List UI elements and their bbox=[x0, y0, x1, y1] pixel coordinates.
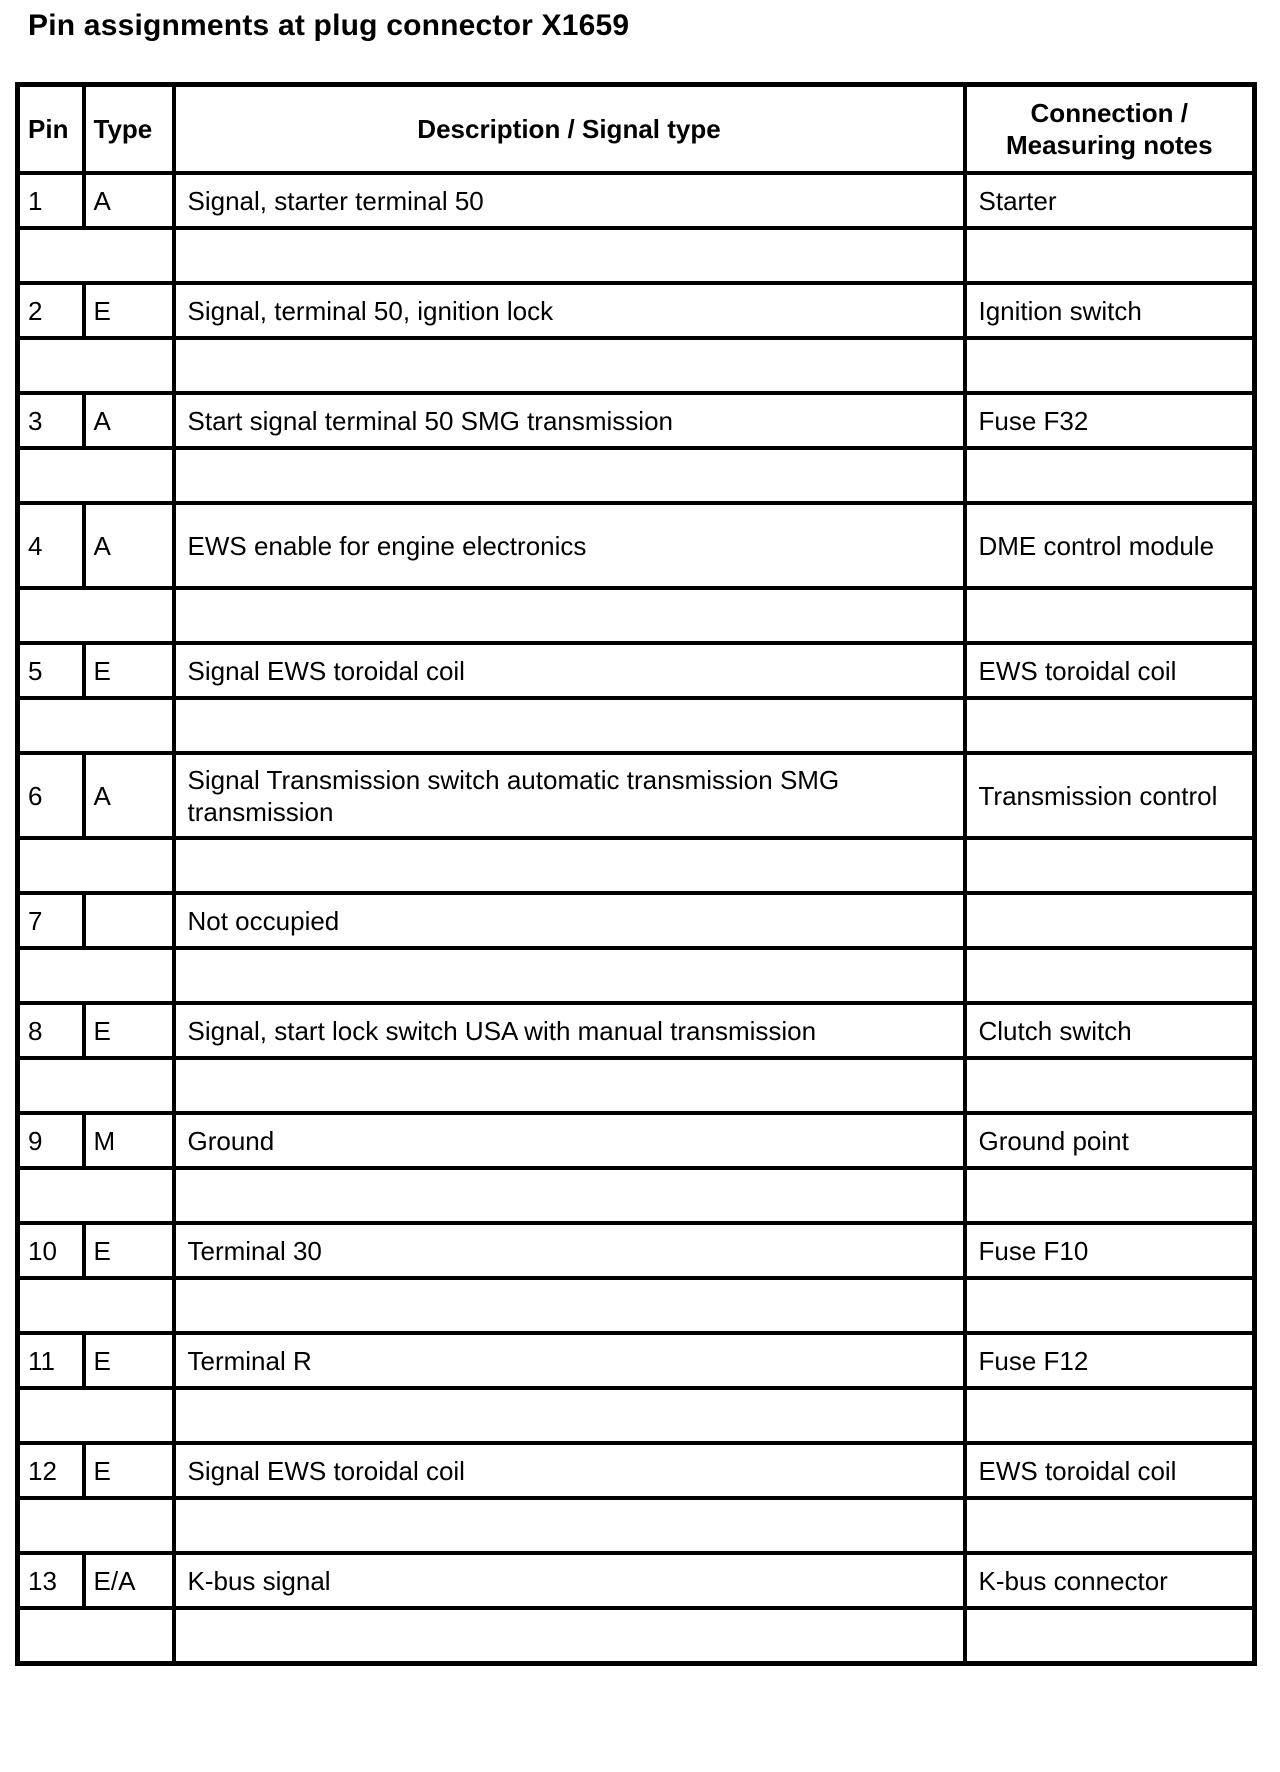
spacer-row bbox=[18, 1278, 1255, 1333]
pin-assignment-table bbox=[15, 82, 1257, 1666]
type-cell: M bbox=[84, 1113, 174, 1168]
type-cell: A bbox=[84, 393, 174, 448]
type-cell: A bbox=[84, 173, 174, 228]
spacer-cell bbox=[174, 1388, 965, 1443]
spacer-cell bbox=[18, 1498, 174, 1553]
table-row bbox=[18, 393, 1255, 448]
pin-cell: 2 bbox=[18, 283, 84, 338]
header-pin: Pin bbox=[18, 85, 84, 174]
spacer-cell bbox=[18, 1168, 174, 1223]
description-cell: Signal, starter terminal 50 bbox=[174, 173, 965, 228]
spacer-cell bbox=[965, 838, 1255, 893]
type-cell bbox=[84, 893, 174, 948]
header-connection-line1: Connection / bbox=[1030, 98, 1188, 128]
spacer-cell bbox=[174, 338, 965, 393]
header-description: Description / Signal type bbox=[174, 85, 965, 174]
pin-cell: 11 bbox=[18, 1333, 84, 1388]
table-row bbox=[18, 173, 1255, 228]
spacer-cell bbox=[18, 1608, 174, 1664]
spacer-cell bbox=[965, 338, 1255, 393]
connection-cell: Transmission control bbox=[965, 753, 1255, 838]
connection-cell: Fuse F12 bbox=[965, 1333, 1255, 1388]
spacer-row bbox=[18, 1608, 1255, 1664]
spacer-cell bbox=[174, 838, 965, 893]
spacer-cell bbox=[965, 1388, 1255, 1443]
type-cell: E bbox=[84, 1443, 174, 1498]
table-row bbox=[18, 283, 1255, 338]
description-cell: Signal Transmission switch automatic transmission SMG transmission bbox=[174, 753, 965, 838]
connection-cell: Ignition switch bbox=[965, 283, 1255, 338]
spacer-cell bbox=[18, 1058, 174, 1113]
table-body bbox=[18, 173, 1255, 1664]
description-cell: Signal, terminal 50, ignition lock bbox=[174, 283, 965, 338]
connection-cell: Clutch switch bbox=[965, 1003, 1255, 1058]
spacer-cell bbox=[174, 1168, 965, 1223]
spacer-cell bbox=[965, 448, 1255, 503]
spacer-row bbox=[18, 1168, 1255, 1223]
spacer-row bbox=[18, 838, 1255, 893]
spacer-cell bbox=[174, 1608, 965, 1664]
description-cell: EWS enable for engine electronics bbox=[174, 503, 965, 588]
spacer-row bbox=[18, 448, 1255, 503]
description-cell: Not occupied bbox=[174, 893, 965, 948]
spacer-cell bbox=[18, 838, 174, 893]
spacer-cell bbox=[965, 1278, 1255, 1333]
description-cell: Start signal terminal 50 SMG transmission bbox=[174, 393, 965, 448]
description-cell: Signal EWS toroidal coil bbox=[174, 643, 965, 698]
table-row bbox=[18, 1113, 1255, 1168]
description-cell: Terminal 30 bbox=[174, 1223, 965, 1278]
connection-cell bbox=[965, 893, 1255, 948]
type-cell: E bbox=[84, 1223, 174, 1278]
spacer-cell bbox=[965, 588, 1255, 643]
description-cell: Signal EWS toroidal coil bbox=[174, 1443, 965, 1498]
spacer-cell bbox=[18, 588, 174, 643]
spacer-row bbox=[18, 1058, 1255, 1113]
spacer-cell bbox=[965, 1058, 1255, 1113]
type-cell: E bbox=[84, 1003, 174, 1058]
connection-cell: K-bus connector bbox=[965, 1553, 1255, 1608]
pin-cell: 4 bbox=[18, 503, 84, 588]
spacer-cell bbox=[965, 1608, 1255, 1664]
pin-cell: 3 bbox=[18, 393, 84, 448]
spacer-cell bbox=[18, 228, 174, 283]
spacer-cell bbox=[18, 1278, 174, 1333]
header-connection-line2: Measuring notes bbox=[1005, 130, 1213, 160]
description-cell: Signal, start lock switch USA with manual transmission bbox=[174, 1003, 965, 1058]
spacer-row bbox=[18, 588, 1255, 643]
type-cell: E bbox=[84, 643, 174, 698]
spacer-cell bbox=[174, 448, 965, 503]
spacer-cell bbox=[965, 228, 1255, 283]
table-row bbox=[18, 503, 1255, 588]
table-row bbox=[18, 1443, 1255, 1498]
table-header-row bbox=[18, 85, 1255, 174]
spacer-cell bbox=[174, 698, 965, 753]
type-cell: E bbox=[84, 283, 174, 338]
header-connection bbox=[965, 85, 1255, 174]
table-row bbox=[18, 753, 1255, 838]
spacer-cell bbox=[174, 1498, 965, 1553]
spacer-cell bbox=[18, 338, 174, 393]
spacer-cell bbox=[965, 1168, 1255, 1223]
spacer-row bbox=[18, 1388, 1255, 1443]
spacer-row bbox=[18, 948, 1255, 1003]
type-cell: A bbox=[84, 503, 174, 588]
spacer-row bbox=[18, 1498, 1255, 1553]
pin-cell: 9 bbox=[18, 1113, 84, 1168]
description-cell: K-bus signal bbox=[174, 1553, 965, 1608]
spacer-cell bbox=[174, 948, 965, 1003]
pin-cell: 1 bbox=[18, 173, 84, 228]
spacer-cell bbox=[174, 1278, 965, 1333]
pin-cell: 12 bbox=[18, 1443, 84, 1498]
connection-cell: DME control module bbox=[965, 503, 1255, 588]
table-row bbox=[18, 1553, 1255, 1608]
connection-cell: EWS toroidal coil bbox=[965, 643, 1255, 698]
type-cell: A bbox=[84, 753, 174, 838]
spacer-cell bbox=[174, 228, 965, 283]
spacer-row bbox=[18, 228, 1255, 283]
type-cell: E bbox=[84, 1333, 174, 1388]
spacer-cell bbox=[174, 588, 965, 643]
connection-cell: Starter bbox=[965, 173, 1255, 228]
spacer-cell bbox=[965, 948, 1255, 1003]
description-cell: Terminal R bbox=[174, 1333, 965, 1388]
spacer-row bbox=[18, 338, 1255, 393]
spacer-cell bbox=[18, 698, 174, 753]
pin-cell: 10 bbox=[18, 1223, 84, 1278]
table-row bbox=[18, 1223, 1255, 1278]
pin-cell: 13 bbox=[18, 1553, 84, 1608]
pin-cell: 6 bbox=[18, 753, 84, 838]
pin-cell: 7 bbox=[18, 893, 84, 948]
spacer-cell bbox=[965, 698, 1255, 753]
connection-cell: Ground point bbox=[965, 1113, 1255, 1168]
table-row bbox=[18, 893, 1255, 948]
pin-cell: 8 bbox=[18, 1003, 84, 1058]
spacer-row bbox=[18, 698, 1255, 753]
pin-cell: 5 bbox=[18, 643, 84, 698]
connection-cell: Fuse F10 bbox=[965, 1223, 1255, 1278]
spacer-cell bbox=[18, 1388, 174, 1443]
table-row bbox=[18, 1333, 1255, 1388]
page-title: Pin assignments at plug connector X1659 bbox=[28, 9, 630, 42]
spacer-cell bbox=[18, 448, 174, 503]
table-row bbox=[18, 1003, 1255, 1058]
connection-cell: EWS toroidal coil bbox=[965, 1443, 1255, 1498]
spacer-cell bbox=[18, 948, 174, 1003]
header-type: Type bbox=[84, 85, 174, 174]
table-row bbox=[18, 643, 1255, 698]
description-cell: Ground bbox=[174, 1113, 965, 1168]
spacer-cell bbox=[174, 1058, 965, 1113]
connection-cell: Fuse F32 bbox=[965, 393, 1255, 448]
spacer-cell bbox=[965, 1498, 1255, 1553]
type-cell: E/A bbox=[84, 1553, 174, 1608]
